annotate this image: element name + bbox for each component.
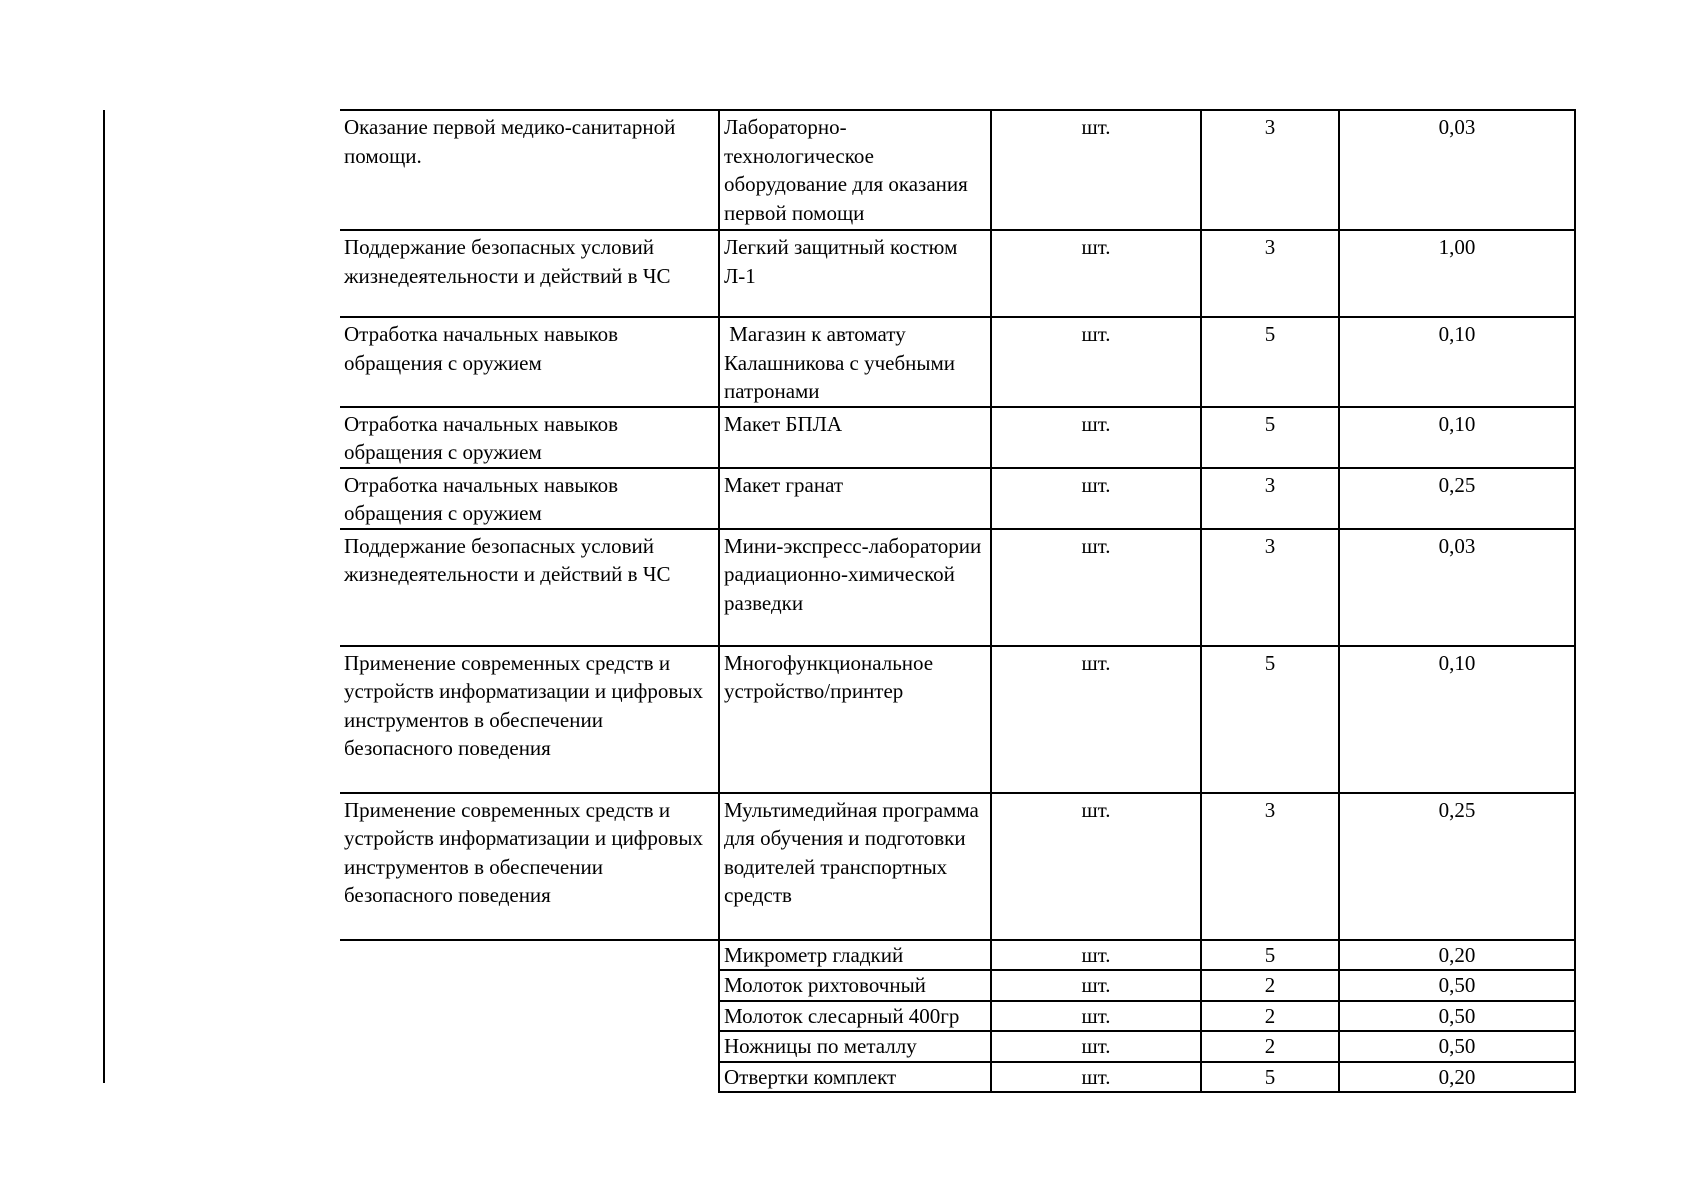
coefficient-cell: 0,50 [1339,1001,1575,1032]
coefficient-cell: 0,10 [1339,407,1575,468]
table-row [340,940,1575,971]
item-name-cell: Молоток рихтовочный [719,970,991,1001]
item-name-cell: Отвертки комплект [719,1062,991,1093]
coefficient-cell: 0,50 [1339,1031,1575,1062]
unit-cell: шт. [991,407,1201,468]
quantity-cell: 2 [1201,970,1339,1001]
coefficient-cell: 0,25 [1339,793,1575,940]
section-cell: Поддержание безопасных условий жизнедеятельности и действий в ЧС [340,529,719,646]
coefficient-cell: 0,20 [1339,1062,1575,1093]
section-cell: Оказание первой медико-санитарной помощи. [340,110,719,230]
coefficient-cell: 0,10 [1339,646,1575,793]
left-margin-rule [103,110,105,1083]
item-name-cell: Мультимедийная программа для обучения и подготовки водителей транспортных средств [719,793,991,940]
unit-cell: шт. [991,230,1201,317]
section-cell: Применение современных средств и устройств информатизации и цифровых инструментов в обеспечении безопасного поведения [340,793,719,940]
section-cell: Применение современных средств и устройств информатизации и цифровых инструментов в обеспечении безопасного поведения [340,646,719,793]
quantity-cell: 5 [1201,407,1339,468]
item-name-cell: Ножницы по металлу [719,1031,991,1062]
quantity-cell: 5 [1201,1062,1339,1093]
unit-cell: шт. [991,970,1201,1001]
item-name-cell: Молоток слесарный 400гр [719,1001,991,1032]
coefficient-cell: 0,10 [1339,317,1575,407]
unit-cell: шт. [991,1001,1201,1032]
table-row [340,793,1575,940]
item-name-cell: Легкий защитный костюм Л-1 [719,230,991,317]
item-name-cell: Магазин к автомату Калашникова с учебными патронами [719,317,991,407]
unit-cell: шт. [991,1031,1201,1062]
section-cell: Поддержание безопасных условий жизнедеятельности и действий в ЧС [340,230,719,317]
quantity-cell: 3 [1201,110,1339,230]
unit-cell: шт. [991,1062,1201,1093]
coefficient-cell: 0,20 [1339,940,1575,971]
quantity-cell: 5 [1201,317,1339,407]
coefficient-cell: 0,03 [1339,110,1575,230]
item-name-cell: Макет БПЛА [719,407,991,468]
item-name-cell: Макет гранат [719,468,991,529]
quantity-cell: 2 [1201,1031,1339,1062]
quantity-cell: 5 [1201,646,1339,793]
unit-cell: шт. [991,940,1201,971]
table-row [340,468,1575,529]
quantity-cell: 3 [1201,468,1339,529]
item-name-cell: Микрометр гладкий [719,940,991,971]
coefficient-cell: 0,03 [1339,529,1575,646]
quantity-cell: 3 [1201,529,1339,646]
unit-cell: шт. [991,110,1201,230]
unit-cell: шт. [991,646,1201,793]
quantity-cell: 3 [1201,230,1339,317]
section-cell [340,940,719,1093]
item-name-cell: Многофункциональное устройство/принтер [719,646,991,793]
item-name-cell: Лабораторно-технологическое оборудование для оказания первой помощи [719,110,991,230]
unit-cell: шт. [991,529,1201,646]
unit-cell: шт. [991,317,1201,407]
coefficient-cell: 0,25 [1339,468,1575,529]
quantity-cell: 5 [1201,940,1339,971]
quantity-cell: 2 [1201,1001,1339,1032]
section-cell: Отработка начальных навыков обращения с оружием [340,407,719,468]
section-cell: Отработка начальных навыков обращения с оружием [340,468,719,529]
table-row [340,230,1575,317]
section-cell: Отработка начальных навыков обращения с оружием [340,317,719,407]
unit-cell: шт. [991,793,1201,940]
quantity-cell: 3 [1201,793,1339,940]
table-row [340,529,1575,646]
unit-cell: шт. [991,468,1201,529]
table-row [340,110,1575,230]
equipment-table [340,109,1576,1093]
coefficient-cell: 0,50 [1339,970,1575,1001]
table-row [340,646,1575,793]
coefficient-cell: 1,00 [1339,230,1575,317]
table-row [340,407,1575,468]
table-row [340,317,1575,407]
item-name-cell: Мини-экспресс-лаборатории радиационно-химической разведки [719,529,991,646]
